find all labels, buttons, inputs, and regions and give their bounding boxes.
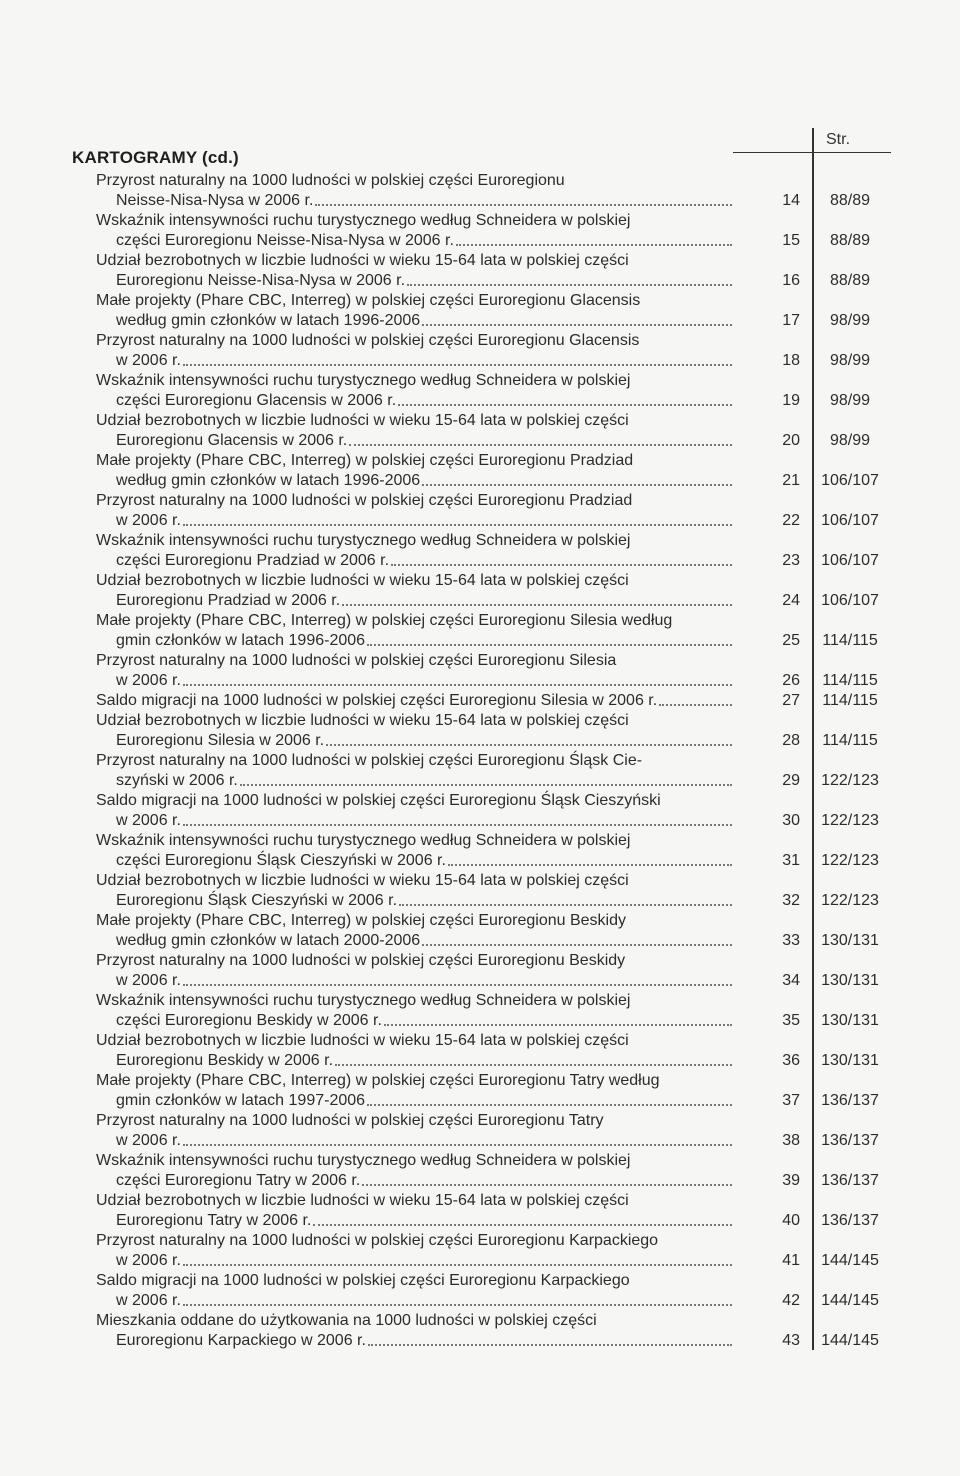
entry-title-line: Neisse-Nisa-Nysa w 2006 r.	[116, 192, 314, 209]
dot-leader	[313, 1211, 732, 1226]
entry-title-line: w 2006 r.	[116, 1132, 181, 1149]
entry-title-line: według gmin członków w latach 1996-2006	[116, 312, 421, 329]
entry-page: 144/145	[821, 1332, 879, 1349]
entry-page: 144/145	[821, 1252, 879, 1269]
dot-leader	[422, 471, 732, 486]
entry-number: 20	[782, 432, 800, 449]
entry-title-line: Przyrost naturalny na 1000 ludności w polskiej części Euroregionu Glacensis	[96, 332, 640, 349]
dot-leader	[183, 1251, 732, 1266]
toc-entry[interactable]	[0, 1071, 960, 1111]
entry-number: 24	[782, 592, 800, 609]
dot-leader	[391, 551, 732, 566]
toc-entry[interactable]	[0, 291, 960, 331]
entry-title-line: Małe projekty (Phare CBC, Interreg) w polskiej części Euroregionu Tatry według	[96, 1072, 660, 1089]
entry-title-line: Euroregionu Beskidy w 2006 r.	[116, 1052, 334, 1069]
entry-page: 130/131	[821, 1012, 879, 1029]
entry-title-line: części Euroregionu Glacensis w 2006 r.	[116, 392, 397, 409]
entry-page: 136/137	[821, 1212, 879, 1229]
entry-number: 39	[782, 1172, 800, 1189]
dot-leader	[183, 511, 732, 526]
entry-number: 30	[782, 812, 800, 829]
entry-number: 21	[782, 472, 800, 489]
entry-page: 122/123	[821, 772, 879, 789]
dot-leader	[367, 631, 732, 646]
entry-title-line: części Euroregionu Tatry w 2006 r.	[116, 1172, 361, 1189]
dot-leader	[448, 851, 732, 866]
entry-page: 114/115	[822, 672, 878, 689]
entry-title-line: w 2006 r.	[116, 1252, 181, 1269]
dot-leader	[349, 431, 732, 446]
entry-title-line: w 2006 r.	[116, 812, 181, 829]
entry-number: 31	[782, 852, 800, 869]
toc-entry[interactable]	[0, 531, 960, 571]
entry-number: 18	[782, 352, 800, 369]
entry-title-line: Udział bezrobotnych w liczbie ludności w wieku 15-64 lata w polskiej części	[96, 1192, 629, 1209]
dot-leader	[183, 1291, 732, 1306]
entry-title-line: Udział bezrobotnych w liczbie ludności w wieku 15-64 lata w polskiej części	[96, 1032, 629, 1049]
entry-title-line: Przyrost naturalny na 1000 ludności w polskiej części Euroregionu Śląsk Cie-	[96, 752, 643, 769]
entry-number: 38	[782, 1132, 800, 1149]
entry-number: 19	[782, 392, 800, 409]
entry-page: 136/137	[821, 1132, 879, 1149]
entry-title-line: Przyrost naturalny na 1000 ludności w polskiej części Euroregionu Silesia	[96, 652, 617, 669]
page-column-header: Str.	[826, 131, 851, 148]
entry-page: 106/107	[821, 472, 879, 489]
toc-entry[interactable]	[0, 411, 960, 451]
entry-title-line: Udział bezrobotnych w liczbie ludności w wieku 15-64 lata w polskiej części	[96, 572, 629, 589]
entry-title-line: części Euroregionu Śląsk Cieszyński w 2006 r.	[116, 852, 446, 869]
entry-title-line: Małe projekty (Phare CBC, Interreg) w polskiej części Euroregionu Glacensis	[96, 292, 641, 309]
toc-entry[interactable]	[0, 251, 960, 291]
entry-number: 34	[782, 972, 800, 989]
toc-entry[interactable]	[0, 1191, 960, 1231]
entry-title-line: w 2006 r.	[116, 972, 181, 989]
toc-entry[interactable]	[0, 331, 960, 371]
entry-page: 144/145	[821, 1292, 879, 1309]
entry-title-line: Euroregionu Silesia w 2006 r.	[116, 732, 325, 749]
toc-entries	[0, 171, 960, 1351]
entry-title-line: Przyrost naturalny na 1000 ludności w polskiej części Euroregionu Beskidy	[96, 952, 626, 969]
entry-title-line: w 2006 r.	[116, 352, 181, 369]
entry-page: 136/137	[821, 1172, 879, 1189]
toc-entry[interactable]	[0, 751, 960, 791]
toc-entry[interactable]	[0, 1031, 960, 1071]
toc-entry[interactable]	[0, 871, 960, 911]
toc-entry[interactable]	[0, 651, 960, 691]
entry-title-line: Przyrost naturalny na 1000 ludności w polskiej części Euroregionu Pradziad	[96, 492, 633, 509]
entry-title-line: Saldo migracji na 1000 ludności w polskiej części Euroregionu Karpackiego	[96, 1272, 630, 1289]
entry-title-line: Mieszkania oddane do użytkowania na 1000 ludności w polskiej części	[96, 1312, 597, 1329]
toc-entry[interactable]	[0, 1271, 960, 1311]
entry-title-line: Małe projekty (Phare CBC, Interreg) w polskiej części Euroregionu Beskidy	[96, 912, 626, 929]
entry-title-line: Wskaźnik intensywności ruchu turystycznego według Schneidera w polskiej	[96, 532, 631, 549]
dot-leader	[342, 591, 732, 606]
entry-title-line: Euroregionu Neisse-Nisa-Nysa w 2006 r.	[116, 272, 406, 289]
entry-number: 27	[782, 692, 800, 709]
entry-title-line: Euroregionu Karpackiego w 2006 r.	[116, 1332, 366, 1349]
toc-entry[interactable]	[0, 491, 960, 531]
toc-entry[interactable]	[0, 1231, 960, 1271]
entry-page: 136/137	[821, 1092, 879, 1109]
toc-entry[interactable]	[0, 371, 960, 411]
entry-number: 41	[782, 1252, 800, 1269]
entry-number: 35	[782, 1012, 800, 1029]
dot-leader	[384, 1011, 732, 1026]
entry-title-line: Euroregionu Glacensis w 2006 r.	[116, 432, 348, 449]
toc-entry[interactable]	[0, 951, 960, 991]
entry-title-line: Wskaźnik intensywności ruchu turystycznego według Schneidera w polskiej	[96, 832, 631, 849]
entry-page: 130/131	[821, 932, 879, 949]
toc-entry[interactable]	[0, 911, 960, 951]
entry-number: 36	[782, 1052, 800, 1069]
entry-title-line: Udział bezrobotnych w liczbie ludności w wieku 15-64 lata w polskiej części	[96, 712, 629, 729]
toc-entry[interactable]	[0, 571, 960, 611]
entry-number: 16	[782, 272, 800, 289]
entry-page: 98/99	[829, 392, 871, 409]
dot-leader	[315, 191, 732, 206]
toc-entry[interactable]	[0, 1151, 960, 1191]
entry-title-line: części Euroregionu Neisse-Nisa-Nysa w 2006 r.	[116, 232, 454, 249]
entry-title-line: gmin członków w latach 1996-2006	[116, 632, 366, 649]
entry-page: 106/107	[821, 592, 879, 609]
toc-entry[interactable]	[0, 611, 960, 651]
entry-title-line: Wskaźnik intensywności ruchu turystycznego według Schneidera w polskiej	[96, 212, 631, 229]
entry-number: 26	[782, 672, 800, 689]
entry-page: 114/115	[822, 732, 878, 749]
dot-leader	[183, 671, 732, 686]
dot-leader	[456, 231, 732, 246]
entry-number: 22	[782, 512, 800, 529]
entry-page: 106/107	[821, 512, 879, 529]
entry-page: 88/89	[829, 232, 871, 249]
entry-number: 28	[782, 732, 800, 749]
entry-title-line: części Euroregionu Beskidy w 2006 r.	[116, 1012, 382, 1029]
entry-number: 32	[782, 892, 800, 909]
entry-title-line: według gmin członków w latach 2000-2006	[116, 932, 421, 949]
entry-title-line: Udział bezrobotnych w liczbie ludności w wieku 15-64 lata w polskiej części	[96, 872, 629, 889]
entry-title-line: Saldo migracji na 1000 ludności w polskiej części Euroregionu Silesia w 2006 r.	[96, 692, 658, 709]
dot-leader	[368, 1331, 732, 1346]
entry-number: 37	[782, 1092, 800, 1109]
entry-page: 106/107	[821, 552, 879, 569]
entry-page: 122/123	[821, 812, 879, 829]
entry-title-line: Udział bezrobotnych w liczbie ludności w wieku 15-64 lata w polskiej części	[96, 252, 629, 269]
header-rule	[733, 152, 891, 153]
entry-page: 98/99	[829, 352, 871, 369]
entry-number: 15	[782, 232, 800, 249]
entry-title-line: w 2006 r.	[116, 1292, 181, 1309]
entry-title-line: w 2006 r.	[116, 672, 181, 689]
toc-entry[interactable]	[0, 1311, 960, 1351]
dot-leader	[183, 1131, 732, 1146]
entry-page: 122/123	[821, 892, 879, 909]
entry-page: 130/131	[821, 972, 879, 989]
entry-title-line: Wskaźnik intensywności ruchu turystycznego według Schneidera w polskiej	[96, 1152, 631, 1169]
entry-title-line: Małe projekty (Phare CBC, Interreg) w polskiej części Euroregionu Pradziad	[96, 452, 634, 469]
dot-leader	[399, 891, 732, 906]
dot-leader	[183, 811, 732, 826]
entry-number: 14	[782, 192, 800, 209]
dot-leader	[362, 1171, 732, 1186]
entry-title-line: części Euroregionu Pradziad w 2006 r.	[116, 552, 390, 569]
toc-entry[interactable]	[0, 991, 960, 1031]
entry-title-line: Przyrost naturalny na 1000 ludności w polskiej części Euroregionu Tatry	[96, 1112, 604, 1129]
dot-leader	[659, 691, 732, 706]
dot-leader	[367, 1091, 732, 1106]
toc-entry[interactable]	[0, 1111, 960, 1151]
entry-title-line: Udział bezrobotnych w liczbie ludności w wieku 15-64 lata w polskiej części	[96, 412, 629, 429]
dot-leader	[407, 271, 732, 286]
entry-page: 114/115	[822, 692, 878, 709]
dot-leader	[422, 931, 732, 946]
entry-page: 88/89	[829, 192, 871, 209]
section-title: KARTOGRAMY (cd.)	[72, 148, 239, 167]
entry-number: 43	[782, 1332, 800, 1349]
entry-number: 17	[782, 312, 800, 329]
toc-entry[interactable]	[0, 711, 960, 751]
entry-title-line: szyński w 2006 r.	[116, 772, 238, 789]
dot-leader	[335, 1051, 732, 1066]
dot-leader	[422, 311, 732, 326]
entry-title-line: Saldo migracji na 1000 ludności w polskiej części Euroregionu Śląsk Cieszyński	[96, 792, 661, 809]
entry-title-line: Wskaźnik intensywności ruchu turystycznego według Schneidera w polskiej	[96, 372, 631, 389]
entry-number: 42	[782, 1292, 800, 1309]
toc-entry[interactable]	[0, 171, 960, 211]
entry-page: 122/123	[821, 852, 879, 869]
dot-leader	[183, 971, 732, 986]
entry-number: 33	[782, 932, 800, 949]
entry-title-line: Przyrost naturalny na 1000 ludności w polskiej części Euroregionu	[96, 172, 565, 189]
entry-page: 130/131	[821, 1052, 879, 1069]
entry-number: 40	[782, 1212, 800, 1229]
entry-page: 98/99	[829, 312, 871, 329]
entry-title-line: Euroregionu Śląsk Cieszyński w 2006 r.	[116, 892, 398, 909]
dot-leader	[183, 351, 732, 366]
entry-number: 25	[782, 632, 800, 649]
toc-entry[interactable]	[0, 831, 960, 871]
dot-leader	[326, 731, 732, 746]
dot-leader	[398, 391, 732, 406]
toc-entry[interactable]	[0, 791, 960, 831]
entry-page: 88/89	[829, 272, 871, 289]
entry-title-line: w 2006 r.	[116, 512, 181, 529]
entry-title-line: gmin członków w latach 1997-2006	[116, 1092, 366, 1109]
entry-title-line: według gmin członków w latach 1996-2006	[116, 472, 421, 489]
toc-entry[interactable]	[0, 691, 960, 711]
entry-title-line: Euroregionu Tatry w 2006 r.	[116, 1212, 312, 1229]
entry-title-line: Przyrost naturalny na 1000 ludności w polskiej części Euroregionu Karpackiego	[96, 1232, 659, 1249]
entry-page: 114/115	[822, 632, 878, 649]
entry-title-line: Euroregionu Pradziad w 2006 r.	[116, 592, 341, 609]
entry-number: 23	[782, 552, 800, 569]
entry-title-line: Małe projekty (Phare CBC, Interreg) w polskiej części Euroregionu Silesia według	[96, 612, 673, 629]
toc-entry[interactable]	[0, 211, 960, 251]
entry-title-line: Wskaźnik intensywności ruchu turystycznego według Schneidera w polskiej	[96, 992, 631, 1009]
toc-entry[interactable]	[0, 451, 960, 491]
entry-number: 29	[782, 772, 800, 789]
entry-page: 98/99	[829, 432, 871, 449]
dot-leader	[240, 771, 732, 786]
